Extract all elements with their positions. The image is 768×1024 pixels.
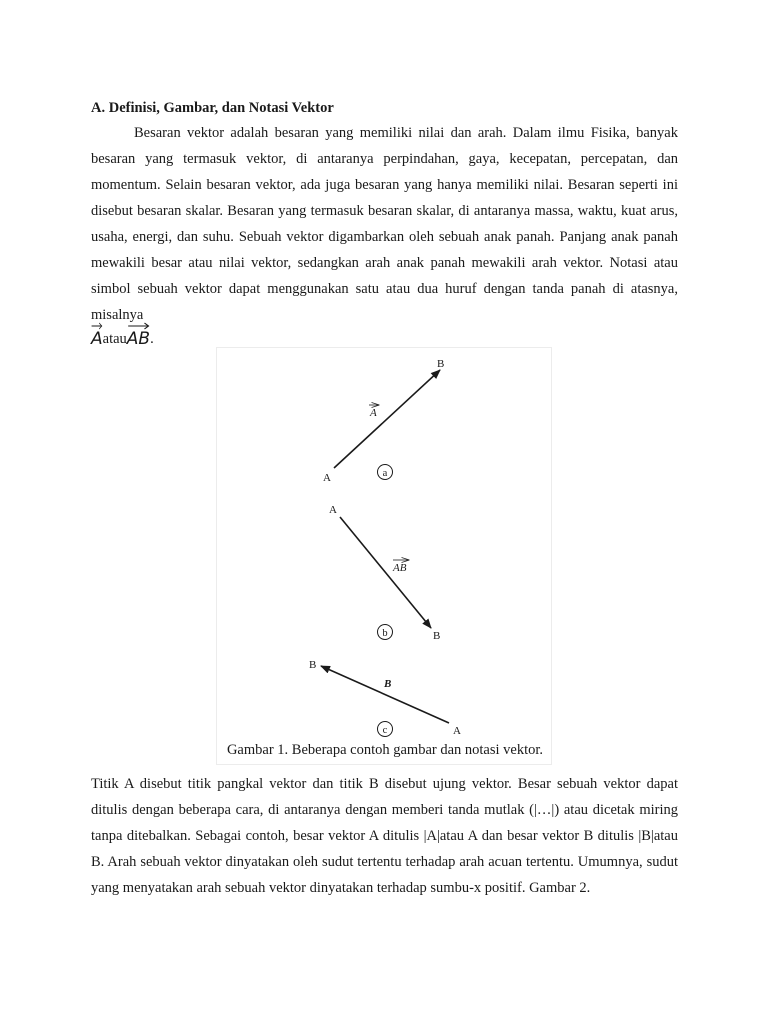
vector-label-b: AB [393, 562, 407, 574]
vector-ab-symbol [127, 329, 150, 349]
figure-vector-examples [216, 347, 552, 765]
notation-connector: atau [102, 331, 127, 347]
notation-period: . [150, 331, 154, 347]
vector-arrow-icon [91, 322, 103, 330]
vector-diagram [217, 348, 553, 766]
panel-label-a: a [382, 468, 388, 479]
vector-label-c: B [384, 678, 392, 690]
vector-arrow-c [321, 666, 449, 723]
point-c-end: B [309, 659, 317, 671]
panel-label-c: c [382, 725, 388, 736]
vector-ab-letters: AB [126, 329, 151, 349]
vector-notation-example [91, 321, 154, 349]
panel-label-b: b [382, 628, 388, 639]
point-b-end: B [433, 630, 441, 642]
vector-arrow-icon [127, 322, 150, 330]
vector-a-letter: A [91, 329, 103, 349]
panel-b [329, 504, 440, 642]
vector-arrow-b [340, 517, 431, 628]
paragraph-vector-magnitude: Titik A disebut titik pangkal vektor dan titik B disebut ujung vektor. Besar sebuah vektor dapat ditulis dengan beberapa cara, di antaranya dengan memberi tanda mutlak (|…|) atau dicetak miring tanpa ditebalkan. Sebagai contoh, besar vektor A ditulis |A|atau A dan besar vektor B ditulis |B|atau B. Arah sebuah vektor dinyatakan oleh sudut tertentu terhadap arah acuan tertentu. Umumnya, sudut yang menyatakan arah sebuah vektor dinyatakan terhadap sumbu-x positif. Gambar 2. [91, 776, 678, 896]
point-b-start: A [329, 504, 337, 516]
vector-label-a: A [370, 407, 377, 419]
vector-a-symbol [91, 329, 103, 349]
panel-a [323, 358, 444, 484]
point-c-start: A [453, 725, 461, 737]
section-heading: A. Definisi, Gambar, dan Notasi Vektor [91, 100, 334, 116]
paragraph-definition: Besaran vektor adalah besaran yang memiliki nilai dan arah. Dalam ilmu Fisika, banyak besaran yang termasuk vektor, di antaranya perpindahan, gaya, kecepatan, percepatan, dan momentum. Selain besaran vektor, ada juga besaran yang hanya memiliki nilai. Besaran seperti ini disebut besaran skalar. Besaran yang termasuk besaran skalar, di antaranya massa, waktu, kuat arus, usaha, energi, dan suhu. Sebuah vektor digambarkan oleh sebuah anak panah. Panjang anak panah mewakili besar atau nilai vektor, sedangkan arah anak panah mewakili arah vektor. Notasi atau simbol sebuah vektor dapat menggunakan satu atau dua huruf dengan tanda panah di atasnya, misalnya [91, 125, 678, 323]
point-a-start: A [323, 472, 331, 484]
figure-caption: Gambar 1. Beberapa contoh gambar dan notasi vektor. [226, 742, 544, 758]
vector-arrow-a [334, 370, 440, 468]
point-a-end: B [437, 358, 445, 370]
panel-c [309, 659, 461, 737]
